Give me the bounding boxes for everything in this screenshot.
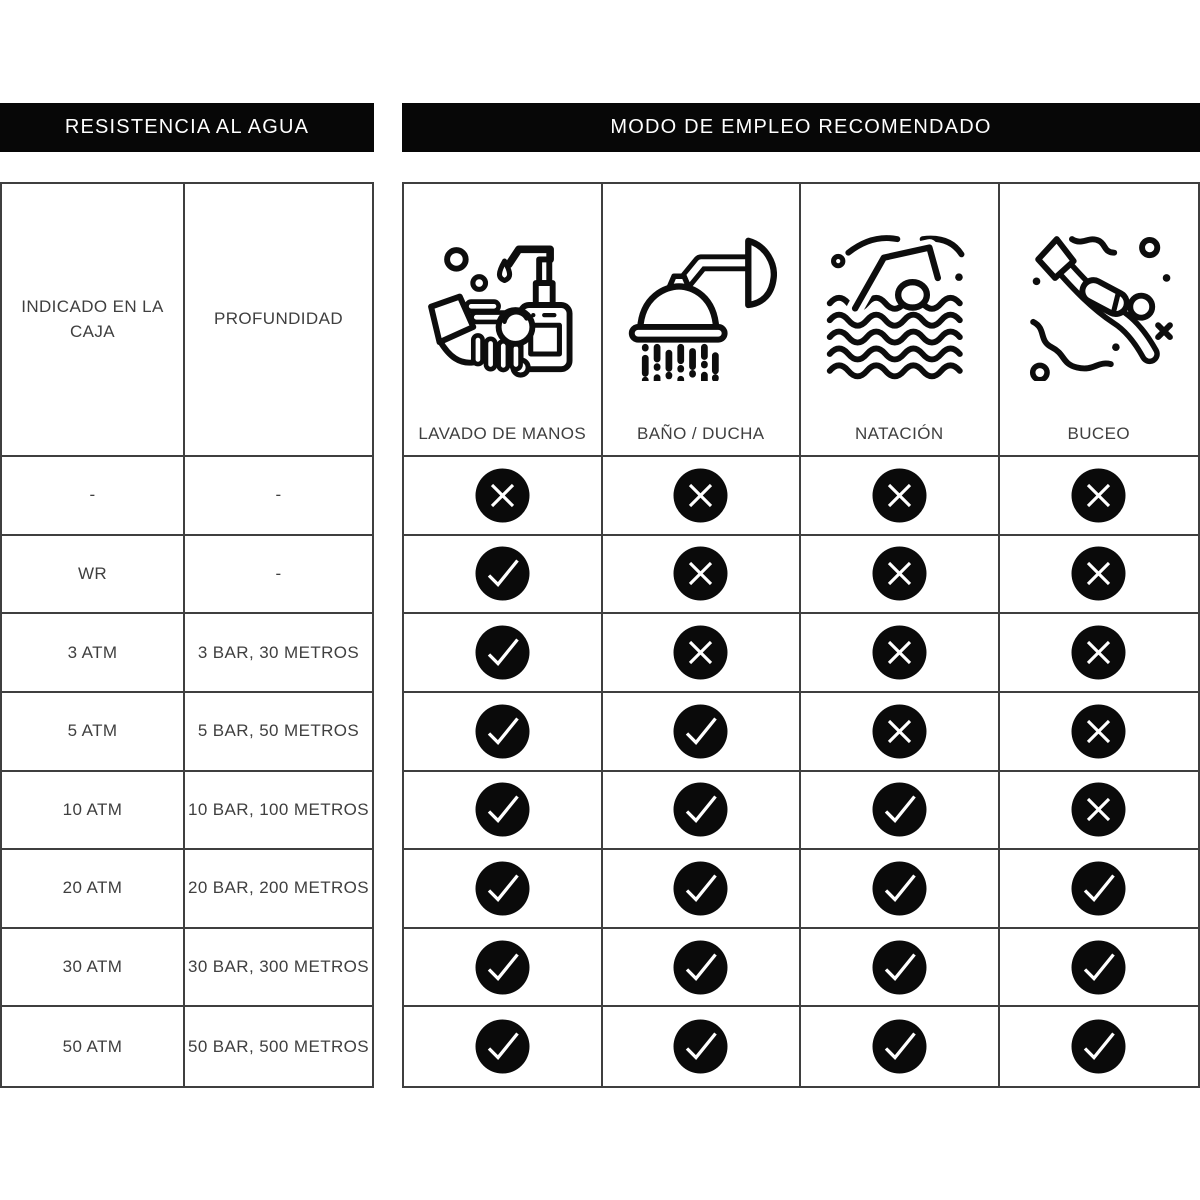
check-icon (871, 939, 928, 996)
check-icon (474, 703, 531, 760)
indicado-cell: 20 ATM (2, 850, 185, 929)
scuba-diver-icon (1023, 184, 1175, 425)
usage-cell (1000, 1007, 1199, 1086)
column-header-profundidad: PROFUNDIDAD (185, 184, 372, 457)
usage-cell (801, 850, 1000, 929)
indicado-cell: 50 ATM (2, 1007, 185, 1086)
usage-cell (404, 929, 603, 1008)
x-icon (474, 467, 531, 524)
profundidad-cell: 20 BAR, 200 METROS (185, 850, 372, 929)
usage-cell (404, 772, 603, 851)
check-icon (474, 624, 531, 681)
indicado-cell: WR (2, 536, 185, 615)
check-icon (474, 545, 531, 602)
x-icon (1070, 545, 1127, 602)
check-icon (871, 860, 928, 917)
x-icon (871, 703, 928, 760)
check-icon (1070, 1018, 1127, 1075)
column-header-ducha (603, 184, 802, 457)
x-icon (871, 467, 928, 524)
hand-washing-icon (426, 184, 578, 425)
usage-cell (801, 772, 1000, 851)
column-label: NATACIÓN (854, 424, 944, 443)
usage-cell (801, 693, 1000, 772)
usage-cell (603, 929, 802, 1008)
usage-cell (801, 536, 1000, 615)
check-icon (474, 939, 531, 996)
usage-cell (801, 929, 1000, 1008)
usage-table (402, 182, 1200, 1088)
resistance-header-title: RESISTENCIA AL AGUA (64, 116, 310, 138)
profundidad-cell: 30 BAR, 300 METROS (185, 929, 372, 1008)
usage-cell (1000, 457, 1199, 536)
usage-cell (1000, 536, 1199, 615)
usage-cell (404, 614, 603, 693)
profundidad-cell: 5 BAR, 50 METROS (185, 693, 372, 772)
check-icon (672, 939, 729, 996)
x-icon (1070, 703, 1127, 760)
usage-cell (404, 850, 603, 929)
usage-header-title: MODO DE EMPLEO RECOMENDADO (610, 116, 992, 138)
check-icon (672, 781, 729, 838)
swimmer-icon (823, 184, 975, 425)
usage-cell (603, 457, 802, 536)
usage-header-bar (402, 103, 1200, 152)
indicado-cell: 3 ATM (2, 614, 185, 693)
x-icon (672, 624, 729, 681)
check-icon (871, 781, 928, 838)
column-header-buceo (1000, 184, 1199, 457)
x-icon (1070, 781, 1127, 838)
column-label: BUCEO (1067, 424, 1130, 443)
column-header-lavado (404, 184, 603, 457)
profundidad-cell: - (185, 536, 372, 615)
usage-cell (603, 693, 802, 772)
usage-cell (1000, 929, 1199, 1008)
check-icon (672, 1018, 729, 1075)
usage-cell (404, 693, 603, 772)
profundidad-cell: 50 BAR, 500 METROS (187, 1036, 370, 1056)
indicado-cell: 10 ATM (2, 772, 185, 851)
profundidad-cell: - (185, 457, 372, 536)
usage-cell (1000, 850, 1199, 929)
usage-cell (603, 614, 802, 693)
check-icon (672, 860, 729, 917)
usage-cell (1000, 614, 1199, 693)
column-header-indicado: INDICADO EN LA CAJA (2, 184, 185, 457)
x-icon (1070, 467, 1127, 524)
column-label: BAÑO / DUCHA (636, 424, 765, 443)
x-icon (672, 467, 729, 524)
resistance-table (0, 182, 374, 1088)
usage-cell (801, 614, 1000, 693)
usage-cell (603, 1007, 802, 1086)
usage-cell (1000, 772, 1199, 851)
shower-icon (625, 184, 777, 425)
x-icon (871, 545, 928, 602)
column-label: LAVADO DE MANOS (418, 424, 587, 443)
check-icon (474, 1018, 531, 1075)
usage-cell (1000, 693, 1199, 772)
check-icon (1070, 860, 1127, 917)
profundidad-cell: 10 BAR, 100 METROS (185, 772, 372, 851)
resistance-header-bar (0, 103, 374, 152)
usage-cell (603, 536, 802, 615)
usage-cell (404, 457, 603, 536)
check-icon (474, 781, 531, 838)
profundidad-cell: 3 BAR, 30 METROS (185, 614, 372, 693)
usage-cell (801, 457, 1000, 536)
check-icon (474, 860, 531, 917)
indicado-cell: 5 ATM (2, 693, 185, 772)
x-icon (1070, 624, 1127, 681)
x-icon (672, 545, 729, 602)
check-icon (672, 703, 729, 760)
usage-cell (801, 1007, 1000, 1086)
indicado-cell: 30 ATM (2, 929, 185, 1008)
usage-cell (603, 772, 802, 851)
usage-cell (404, 1007, 603, 1086)
indicado-cell: - (2, 457, 185, 536)
x-icon (871, 624, 928, 681)
column-header-natacion (801, 184, 1000, 457)
check-icon (871, 1018, 928, 1075)
check-icon (1070, 939, 1127, 996)
usage-cell (603, 850, 802, 929)
usage-cell (404, 536, 603, 615)
